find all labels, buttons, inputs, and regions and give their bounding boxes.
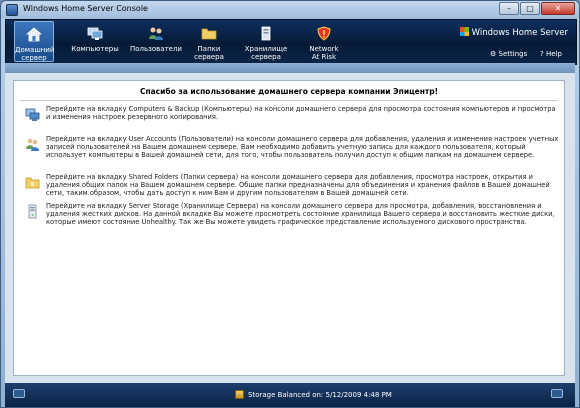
tab-label-line1: Домашний [15,46,55,54]
list-item [20,202,560,227]
item-text: Перейдите на вкладку Shared Folders (Папки сервера) на консоли домашнего сервера для добавления, просмотра настроек, открытия и удаления общих папок на Вашем домашнем сервере. Общие папки предназначены для объединения и хранения файлов в Вашей домашней сети, таким образом, чтобы дать доступ к ним Вам и другим пользователям в Вашей домашней сети. [46,173,550,198]
windows-flag-icon [460,27,469,36]
app-icon [6,4,18,16]
nav-subbar [5,63,575,73]
tab-label-line2: сервера [194,53,224,61]
minimize-button[interactable]: – [499,2,519,15]
help-label: Help [545,50,562,58]
tab-label-line2: сервера [251,53,281,61]
window-controls [499,2,575,15]
folder-icon [201,26,217,41]
tab-label-line1: Папки [197,45,221,53]
tab-users[interactable] [130,21,182,62]
users-icon [25,137,40,152]
help-button[interactable] [540,50,562,58]
maximize-button[interactable]: □ [520,2,540,15]
close-button[interactable]: ✕ [541,2,575,15]
tab-label-line1: Компьютеры [71,45,119,53]
storage-status-text: Storage Balanced on: 5/12/2009 4:48 PM [248,391,392,399]
tab-network-status[interactable] [302,21,346,62]
folder-icon [25,175,40,190]
computers-icon [87,26,103,41]
status-bar [5,383,575,408]
tab-computers[interactable] [70,21,120,62]
tab-label-line1: Network [309,45,339,53]
computer-icon [25,107,40,122]
settings-label: Settings [498,50,528,58]
server-storage-icon [25,204,40,219]
tab-server-storage[interactable] [240,21,292,62]
main-content [5,73,575,383]
storage-health-icon [13,389,25,398]
page-title: Спасибо за использование домашнего сервера компании Эпицентр! [139,87,439,96]
storage-icon [235,390,244,399]
settings-button[interactable] [490,50,527,58]
help-icon: ? [540,50,544,58]
tab-label-line1: Пользователи [130,45,182,53]
tab-label-line1: Хранилище [244,45,288,53]
brand-name: Windows Home Server [471,28,568,38]
item-text: Перейдите на вкладку Server Storage (Хранилище Сервера) на консоли домашнего сервера для просмотра, добавления, восстановления и удаления жестких дисков. На данной вкладке Вы можете просмотреть состояние хранилища Вашего сервера и восстановить жесткие диски, которые имеют состояние Unhealthy. Так же Вы можете увидеть графическое представление используемого дискового пространства. [46,202,555,227]
brand-logo [460,27,568,38]
divider [20,100,558,101]
tab-shared-folders[interactable] [188,21,230,62]
list-item [20,135,560,160]
list-item [20,105,560,121]
settings-icon: ⚙ [490,50,497,58]
tab-home-server[interactable] [14,21,54,62]
server-storage-icon [258,26,274,41]
welcome-panel [13,80,565,376]
window-title: Windows Home Server Console [23,4,148,13]
navigation-bar [5,19,577,65]
home-icon [26,27,42,42]
shield-warning-icon [316,26,332,41]
list-item [20,173,560,198]
item-text: Перейдите на вкладку Computers & Backup (Компьютеры) на консоли домашнего сервера для просмотра состояния компьютеров и просмотра и изменения настроек резервного копирования. [46,105,556,122]
title-bar [1,1,579,19]
tab-label-line2: At Risk [311,53,337,61]
monitor-icon [551,389,563,398]
item-text: Перейдите на вкладку User Accounts (Пользователи) на консоли домашнего сервера для добавления, удаления и изменения настроек учетных записей пользователей на Вашем домашнем сервере. Вам необходимо добавить учетную запись для каждого пользователя, который использует компьютеры в Вашей домашней сети, для того, чтобы пользователь получил доступ к общим папкам на домашнем сервере. [46,135,559,160]
storage-status [235,390,392,399]
tab-label-line2: сервер [21,54,47,62]
users-icon [148,26,164,41]
